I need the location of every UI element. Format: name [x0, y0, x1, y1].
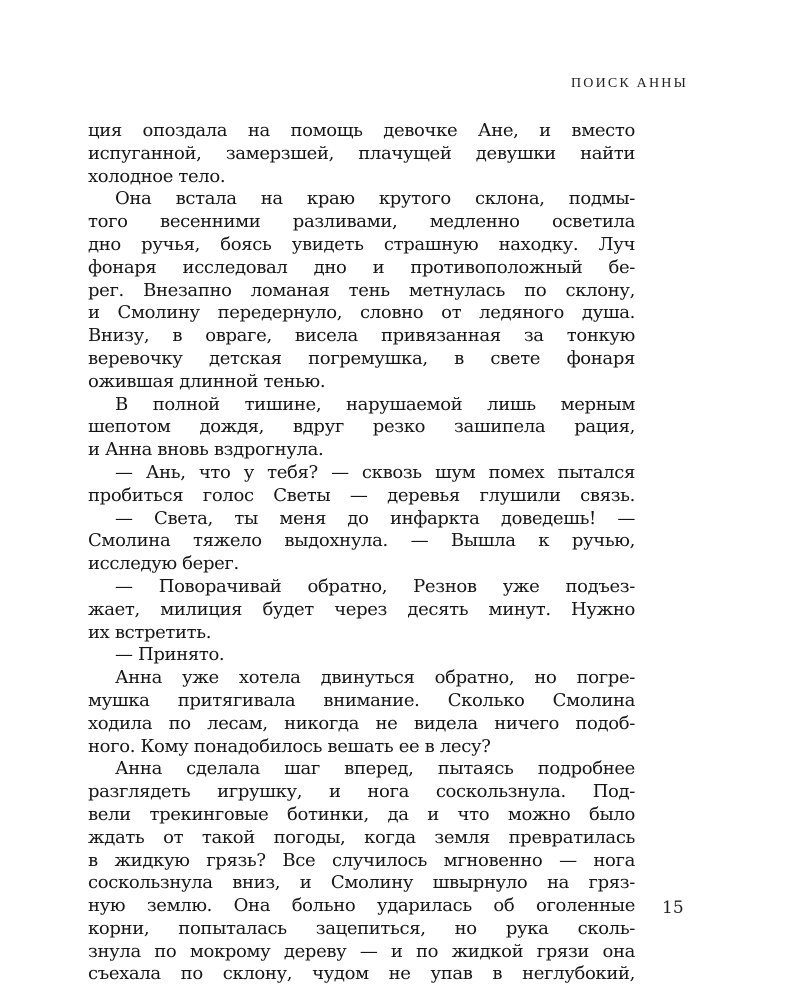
text-line: ходила по лесам, никогда не видела ничего подоб- — [88, 712, 635, 734]
text-line: рег. Внезапно ломаная тень метнулась по склону, — [88, 279, 635, 301]
text-line: их встретить. — [88, 621, 212, 643]
text-line: исследую берег. — [88, 553, 239, 575]
text-line: — Принято. — [115, 644, 225, 666]
text-line: дно ручья, боясь увидеть страшную находку. Луч — [88, 233, 635, 255]
text-line: пробиться голос Светы — деревья глушили связь. — [88, 484, 635, 506]
body-text — [88, 120, 635, 986]
text-line: ную землю. Она больно ударилась об оголенные — [88, 895, 635, 917]
text-line: шепотом дождя, вдруг резко зашипела рация, — [88, 416, 635, 438]
running-head: ПОИСК АННЫ — [570, 76, 688, 91]
text-line: корни, попыталась зацепиться, но рука сколь- — [88, 917, 635, 939]
text-line: жает, милиция будет через десять минут. Нужно — [88, 598, 635, 620]
text-line: фонаря исследовал дно и противоположный бе- — [88, 256, 635, 278]
text-line: веревочку детская погремушка, в свете фонаря — [88, 347, 635, 369]
text-line: ожившая длинной тенью. — [88, 370, 326, 392]
text-line: в жидкую грязь? Все случилось мгновенно — нога — [88, 849, 635, 871]
text-line: Смолина тяжело выдохнула. — Вышла к ручью, — [88, 530, 635, 552]
text-line: В полной тишине, нарушаемой лишь мерным — [115, 393, 635, 415]
text-line: ждать от такой погоды, когда земля превратилась — [88, 826, 635, 848]
text-line: съехала по склону, чудом не упав в неглубокий, — [88, 963, 635, 985]
text-line: ного. Кому понадобилось вешать ее в лесу? — [88, 735, 491, 757]
page-number: 15 — [662, 898, 684, 918]
text-line: разглядеть игрушку, и нога соскользнула. Под- — [88, 781, 635, 803]
text-line: и Смолину передернуло, словно от ледяного душа. — [88, 302, 635, 324]
text-line: ция опоздала на помощь девочке Ане, и вместо — [88, 120, 635, 141]
text-line: мушка притягивала внимание. Сколько Смолина — [88, 689, 635, 711]
text-line: того весенними разливами, медленно осветила — [88, 211, 635, 233]
text-line: знула по мокрому дереву — и по жидкой грязи она — [88, 940, 635, 962]
text-line: испуганной, замерзшей, плачущей девушки найти — [88, 142, 635, 164]
text-line: вели трекинговые ботинки, да и что можно было — [88, 803, 635, 825]
text-line: холодное тело. — [88, 165, 226, 187]
text-line: Она встала на краю крутого склона, подмы- — [115, 188, 635, 210]
text-line: — Ань, что у тебя? — сквозь шум помех пытался — [115, 461, 635, 483]
text-line: — Света, ты меня до инфаркта доведешь! — — [115, 507, 635, 529]
text-line: Анна уже хотела двинуться обратно, но погре- — [115, 667, 635, 689]
text-line: и Анна вновь вздрогнула. — [88, 439, 324, 461]
text-line: соскользнула вниз, и Смолину швырнуло на гряз- — [88, 872, 635, 894]
text-line: Внизу, в овраге, висела привязанная за тонкую — [88, 325, 635, 347]
text-line: Анна сделала шаг вперед, пытаясь подробнее — [115, 758, 635, 780]
text-line: — Поворачивай обратно, Резнов уже подъез- — [115, 575, 635, 597]
